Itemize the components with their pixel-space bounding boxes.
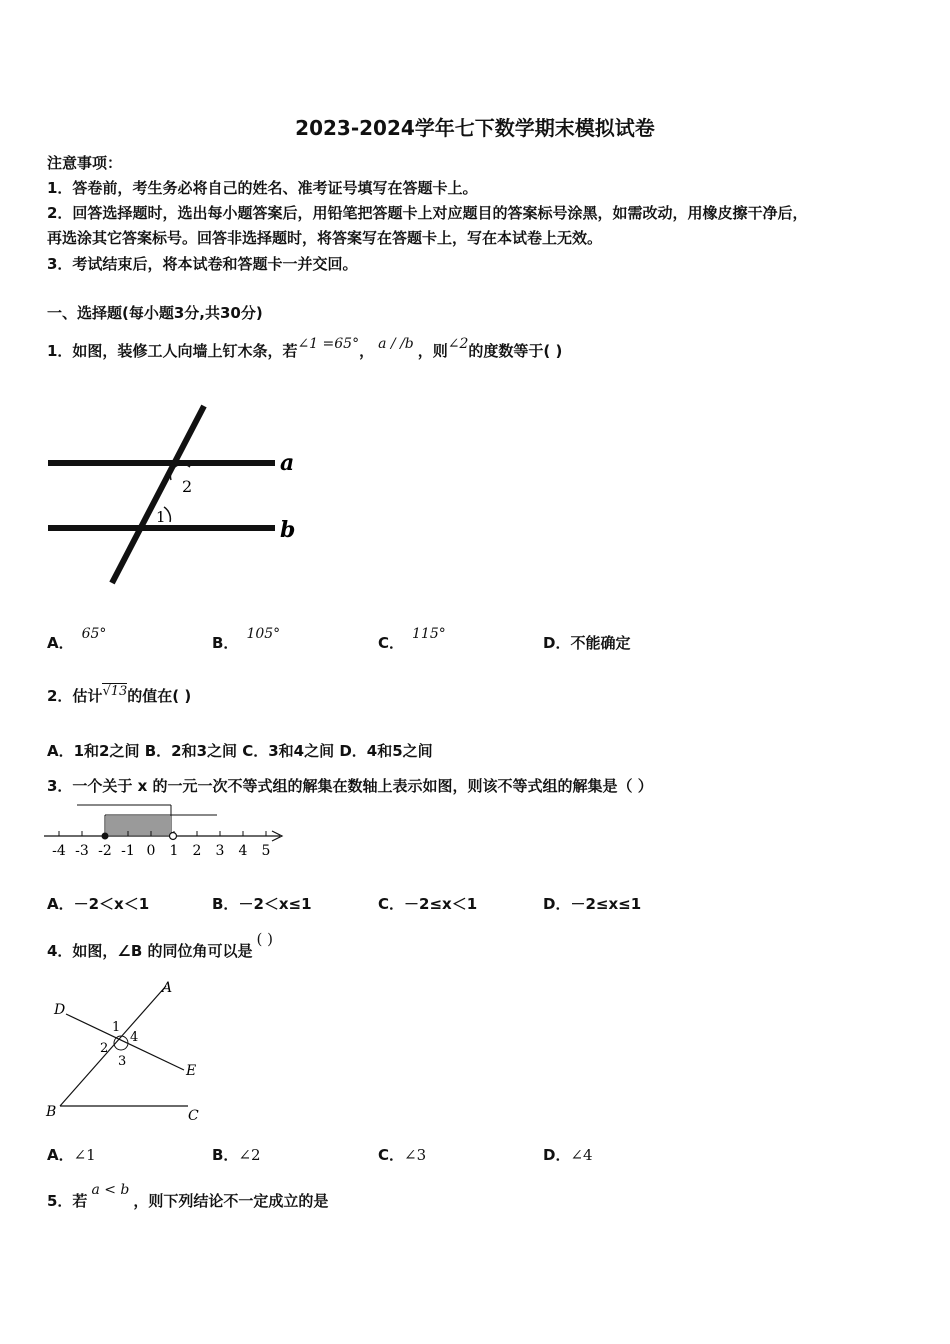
q3-option-d[interactable]: D．－2≤x≤1 — [543, 895, 642, 913]
q1-option-c[interactable]: C． 115° — [378, 626, 446, 652]
label-a: a — [280, 450, 295, 476]
tick-label: 2 — [192, 843, 202, 859]
q3-number-line — [40, 800, 290, 862]
label-1: 1 — [112, 1020, 121, 1035]
q1-expr-parallel: a / /b — [378, 336, 414, 352]
q1-sep: ， — [359, 342, 375, 360]
tick-label: 3 — [215, 843, 225, 859]
open-point-icon — [170, 833, 177, 840]
q1-expr-angle2: ∠2 — [447, 336, 469, 352]
tick-label: -2 — [98, 843, 112, 859]
q3-option-c[interactable]: C．－2≤x＜1 — [378, 895, 478, 913]
q2-sqrt: √13 — [102, 684, 128, 699]
label-A: A — [162, 980, 173, 996]
notes-item: 再选涂其它答案标号。回答非选择题时，将答案写在答题卡上，写在本试卷上无效。 — [47, 229, 603, 247]
q5-expr: a < b — [91, 1182, 130, 1198]
q4-option-d[interactable]: D．∠4 — [543, 1146, 593, 1164]
label-4: 4 — [130, 1030, 139, 1045]
closed-point-icon — [102, 833, 109, 840]
q2-options[interactable]: A．1和2之间 B．2和3之间 C．3和4之间 D．4和5之间 — [47, 742, 433, 760]
tick-label: -1 — [121, 843, 135, 859]
q4-option-c[interactable]: C．∠3 — [378, 1146, 427, 1164]
solution-shade — [106, 816, 171, 835]
q1-mid: ，则 — [417, 342, 448, 360]
notes-item: 2．回答选择题时，选出每小题答案后，用铅笔把答题卡上对应题目的答案标号涂黑，如需改动，用橡皮擦干净后， — [47, 204, 808, 222]
tick-label: -3 — [75, 843, 89, 859]
q3-option-a[interactable]: A．－2＜x＜1 — [47, 895, 150, 913]
tick-label: 4 — [238, 843, 248, 859]
tick-label: -4 — [52, 843, 66, 859]
q1-option-b[interactable]: B． 105° — [212, 626, 281, 652]
question-1 — [47, 336, 563, 361]
q4-paren: ( ) — [256, 930, 274, 948]
tick-label: 0 — [146, 843, 156, 859]
label-B: B — [46, 1104, 57, 1120]
question-2: 2．估计√13的值在( ) — [47, 684, 192, 705]
q1-expr-angle1: ∠1 =65° — [297, 336, 360, 352]
label-D: D — [54, 1002, 66, 1018]
q1-option-a[interactable]: A． 65° — [47, 626, 107, 652]
q4-option-a[interactable]: A．∠1 — [47, 1146, 96, 1164]
q4-figure — [40, 978, 220, 1126]
tick-label: 1 — [169, 843, 179, 859]
label-C: C — [188, 1108, 199, 1124]
question-5: 5．若a < b，则下列结论不一定成立的是 — [47, 1182, 329, 1210]
question-4: 4．如图，∠B 的同位角可以是( ) — [47, 930, 274, 960]
label-3: 3 — [118, 1054, 127, 1069]
label-1: 1 — [156, 508, 166, 526]
section-heading: 一、选择题(每小题3分,共30分) — [47, 304, 263, 322]
page-title: 2023-2024学年七下数学期末模拟试卷 — [295, 116, 655, 140]
q3-option-b[interactable]: B．－2＜x≤1 — [212, 895, 312, 913]
q4-option-b[interactable]: B．∠2 — [212, 1146, 261, 1164]
label-2: 2 — [182, 477, 193, 496]
notes-item: 3．考试结束后，将本试卷和答题卡一并交回。 — [47, 255, 358, 273]
line-ba — [60, 986, 166, 1106]
label-2: 2 — [100, 1041, 109, 1056]
label-b: b — [280, 517, 296, 543]
notes-item: 1．答卷前，考生务必将自己的姓名、准考证号填写在答题卡上。 — [47, 179, 478, 197]
q1-suffix: 的度数等于( ) — [468, 342, 563, 360]
q1-prefix: 1．如图，装修工人向墙上钉木条，若 — [47, 342, 298, 360]
label-E: E — [186, 1063, 197, 1079]
q1-option-d[interactable]: D．不能确定 — [543, 634, 631, 652]
notes-heading: 注意事项： — [47, 154, 123, 172]
question-3: 3．一个关于 x 的一元一次不等式组的解集在数轴上表示如图，则该不等式组的解集是（ ） — [47, 777, 653, 795]
q1-figure — [40, 400, 310, 595]
tick-label: 5 — [261, 843, 271, 859]
